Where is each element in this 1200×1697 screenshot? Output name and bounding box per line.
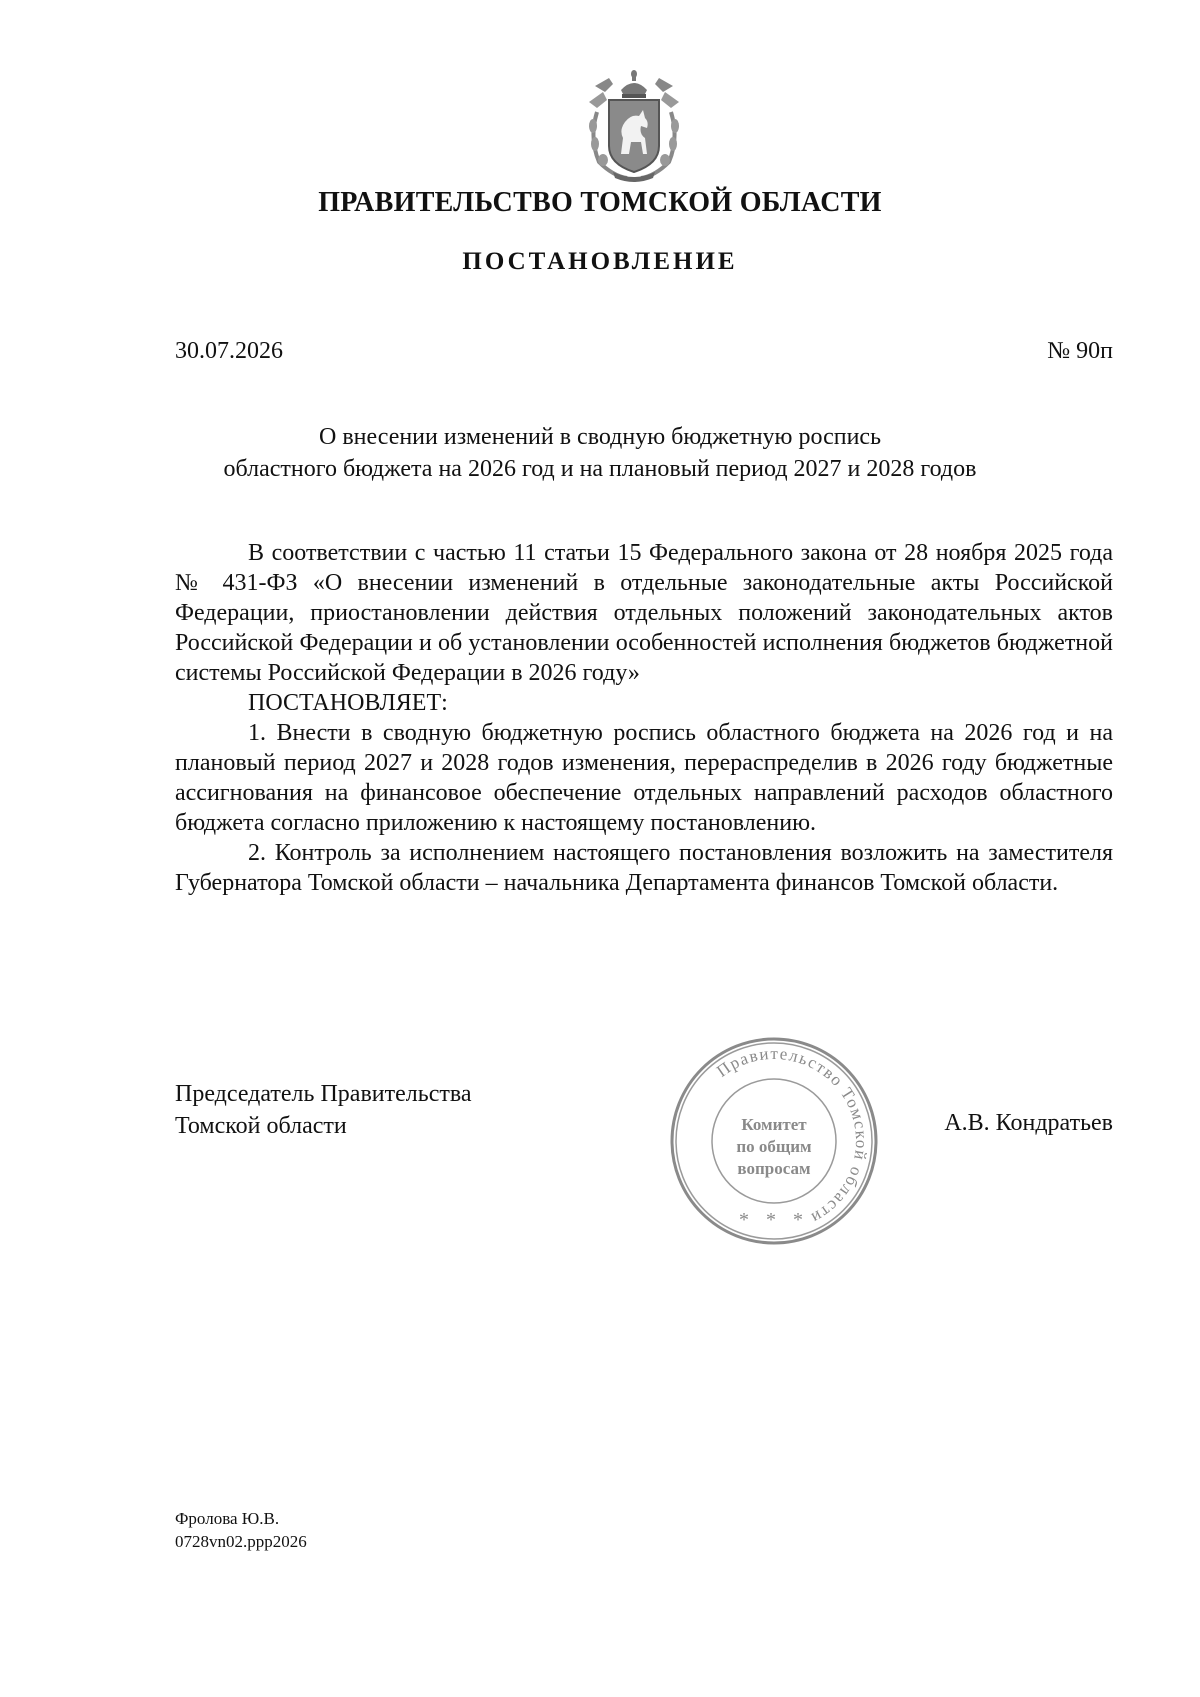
seal-stars: * * * (739, 1209, 809, 1231)
subject-line: О внесении изменений в сводную бюджетную роспись (318, 424, 882, 450)
seal-center-line: по общим (736, 1137, 812, 1156)
seal-center-line: Комитет (741, 1115, 807, 1134)
coat-of-arms-icon (583, 68, 685, 182)
subject-line: областного бюджета на 2026 год и на плановый период 2027 и 2028 годов (223, 456, 977, 482)
executor-name: Фролова Ю.В. (175, 1509, 280, 1528)
clause-paragraph: 2. Контроль за исполнением настоящего постановления возложить на заместителя Губернатора Томской области – начальника Департамента финансов Томской области. (175, 840, 1113, 896)
document-subject (0, 421, 1200, 485)
seal-ring-text: Правительство Томской области (713, 1043, 872, 1229)
document-type-title: ПОСТАНОВЛЕНИЕ (462, 248, 738, 275)
preamble-paragraph: В соответствии с частью 11 статьи 15 Федерального закона от 28 ноября 2025 года № 431-ФЗ «О внесении изменений в отдельные законодательные акты Российской Федерации, приостановлении действия отдельных положений законодательных актов Российской Федерации и об установлении особенностей исполнения бюджетов бюджетной системы Российской Федерации в 2026 году» (175, 540, 1113, 686)
signer-position-line: Председатель Правительства (175, 1081, 472, 1107)
executor-footer (175, 1507, 307, 1553)
file-code: 0728vn02.ppp2026 (175, 1532, 307, 1551)
resolves-paragraph: ПОСТАНОВЛЯЕТ: (248, 690, 448, 716)
document-number: № 90п (1047, 338, 1113, 364)
document-date: 30.07.2026 (175, 338, 283, 364)
seal-center-line: вопросам (737, 1159, 811, 1178)
government-title: ПРАВИТЕЛЬСТВО ТОМСКОЙ ОБЛАСТИ (318, 187, 882, 218)
clause-paragraph: 1. Внести в сводную бюджетную роспись областного бюджета на 2026 год и на плановый период 2027 и 2028 годов изменения, перераспределив в 2026 году бюджетные ассигнования на финансовое обеспечение отдельных направлений расходов областного бюджета согласно приложению к настоящему постановлению. (175, 720, 1113, 836)
signer-position (175, 1078, 472, 1142)
official-seal (669, 1036, 879, 1246)
document-body (175, 538, 1113, 898)
signer-name: А.В. Кондратьев (944, 1110, 1113, 1136)
signer-position-line: Томской области (175, 1113, 347, 1139)
